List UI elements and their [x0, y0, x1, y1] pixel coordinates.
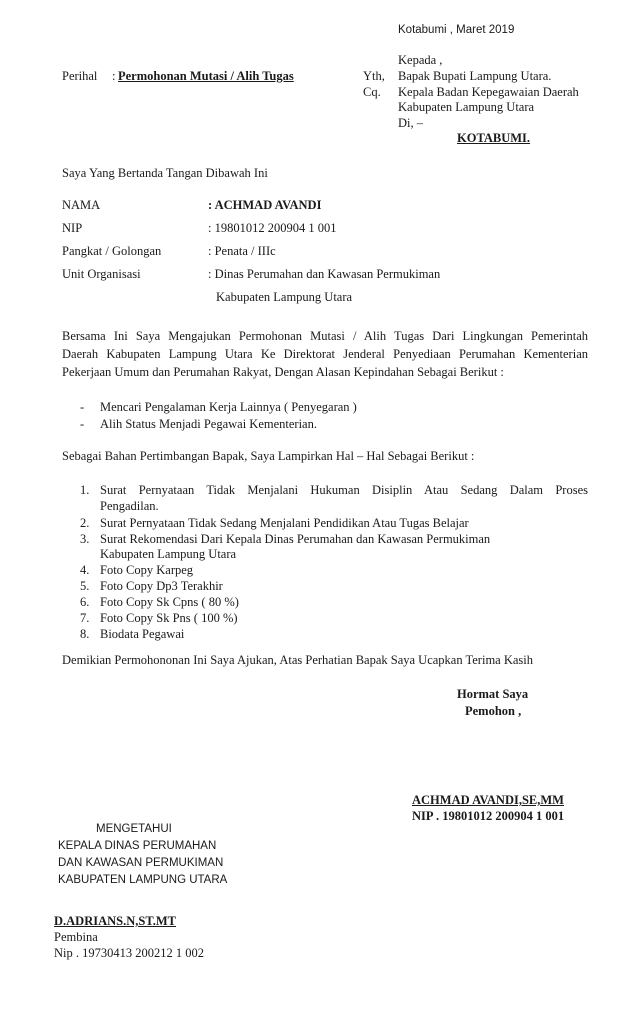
attachment-4: Foto Copy Karpeg [100, 563, 194, 577]
perihal-label: Perihal [62, 69, 98, 83]
reason-2: Alih Status Menjadi Pegawai Kementerian. [100, 417, 317, 431]
reason-1: Mencari Pengalaman Kerja Lainnya ( Penyegaran ) [100, 400, 357, 414]
list-number: 5. [80, 579, 90, 593]
list-number: 6. [80, 595, 90, 609]
approval-line-3: KABUPATEN LAMPUNG UTARA [58, 874, 228, 886]
pemohon: Pemohon , [465, 704, 522, 718]
city: KOTABUMI. [457, 131, 531, 145]
cq-label: Cq. [363, 85, 381, 99]
di: Di, – [398, 116, 423, 130]
unit-value-line-1: : Dinas Perumahan dan Kawasan Permukiman [208, 267, 441, 281]
mengetahui: MENGETAHUI [96, 823, 172, 835]
list-number: 1. [80, 483, 90, 497]
unit-value-line-2: Kabupaten Lampung Utara [216, 290, 353, 304]
list-number: 4. [80, 563, 90, 577]
nip-label: NIP [62, 221, 83, 235]
attachment-8: Biodata Pegawai [100, 627, 185, 641]
perihal-value: Permohonan Mutasi / Alih Tugas [118, 69, 294, 83]
cq-line-1: Kepala Badan Kepegawaian Daerah [398, 85, 579, 99]
attachment-6: Foto Copy Sk Cpns ( 80 %) [100, 595, 239, 609]
attachment-5: Foto Copy Dp3 Terakhir [100, 579, 223, 593]
cq-line-2: Kabupaten Lampung Utara [398, 100, 535, 114]
pangkat-value: : Penata / IIIc [208, 244, 276, 258]
list-number: 8. [80, 627, 90, 641]
para1-line-1: Bersama Ini Saya Mengajukan Permohonan Mutasi / Alih Tugas Dari Lingkungan Pemerintah [62, 329, 588, 343]
approver-rank: Pembina [54, 930, 98, 944]
pangkat-label: Pangkat / Golongan [62, 244, 162, 258]
approval-line-1: KEPALA DINAS PERUMAHAN [58, 840, 217, 852]
list-number: 3. [80, 532, 90, 546]
perihal-colon: : [112, 69, 116, 83]
list-number: 2. [80, 516, 90, 530]
approver-name: D.ADRIANS.N,ST.MT [54, 914, 177, 928]
signer-name: ACHMAD AVANDI,SE,MM [412, 793, 564, 807]
list-number: 7. [80, 611, 90, 625]
hormat-saya: Hormat Saya [457, 687, 529, 701]
place-date: Kotabumi , Maret 2019 [398, 24, 515, 36]
para1-line-3: Pekerjaan Umum dan Perumahan Rakyat, Dengan Alasan Kepindahan Sebagai Berikut : [62, 365, 504, 379]
para2: Sebagai Bahan Pertimbangan Bapak, Saya Lampirkan Hal – Hal Sebagai Berikut : [62, 449, 475, 463]
nama-label: NAMA [62, 198, 101, 212]
bullet-dash-icon: - [80, 417, 85, 431]
attachment-1-line-1: Surat Pernyataan Tidak Menjalani Hukuman Disiplin Atau Sedang Dalam Proses [100, 483, 588, 497]
attachment-1-line-2: Pengadilan. [100, 499, 159, 513]
nama-value: : ACHMAD AVANDI [208, 198, 322, 212]
intro: Saya Yang Bertanda Tangan Dibawah Ini [62, 166, 268, 180]
signer-nip: NIP . 19801012 200904 1 001 [412, 809, 565, 823]
yth-label: Yth, [363, 69, 385, 83]
bullet-dash-icon: - [80, 400, 85, 414]
attachment-7: Foto Copy Sk Pns ( 100 %) [100, 611, 238, 625]
unit-label: Unit Organisasi [62, 267, 141, 281]
nip-value: : 19801012 200904 1 001 [208, 221, 337, 235]
approver-nip: Nip . 19730413 200212 1 002 [54, 946, 204, 960]
approval-line-2: DAN KAWASAN PERMUKIMAN [58, 857, 224, 869]
attachment-3-line-2: Kabupaten Lampung Utara [100, 547, 237, 561]
kepada: Kepada , [398, 53, 443, 67]
attachment-3-line-1: Surat Rekomendasi Dari Kepala Dinas Perumahan dan Kawasan Permukiman [100, 532, 491, 546]
closing: Demikian Permohononan Ini Saya Ajukan, Atas Perhatian Bapak Saya Ucapkan Terima Kasih [62, 653, 534, 667]
yth-value: Bapak Bupati Lampung Utara. [398, 69, 552, 83]
attachment-2: Surat Pernyataan Tidak Sedang Menjalani Pendidikan Atau Tugas Belajar [100, 516, 469, 530]
para1-line-2: Daerah Kabupaten Lampung Utara Ke Direktorat Jenderal Penyediaan Perumahan Kementerian [62, 347, 588, 361]
